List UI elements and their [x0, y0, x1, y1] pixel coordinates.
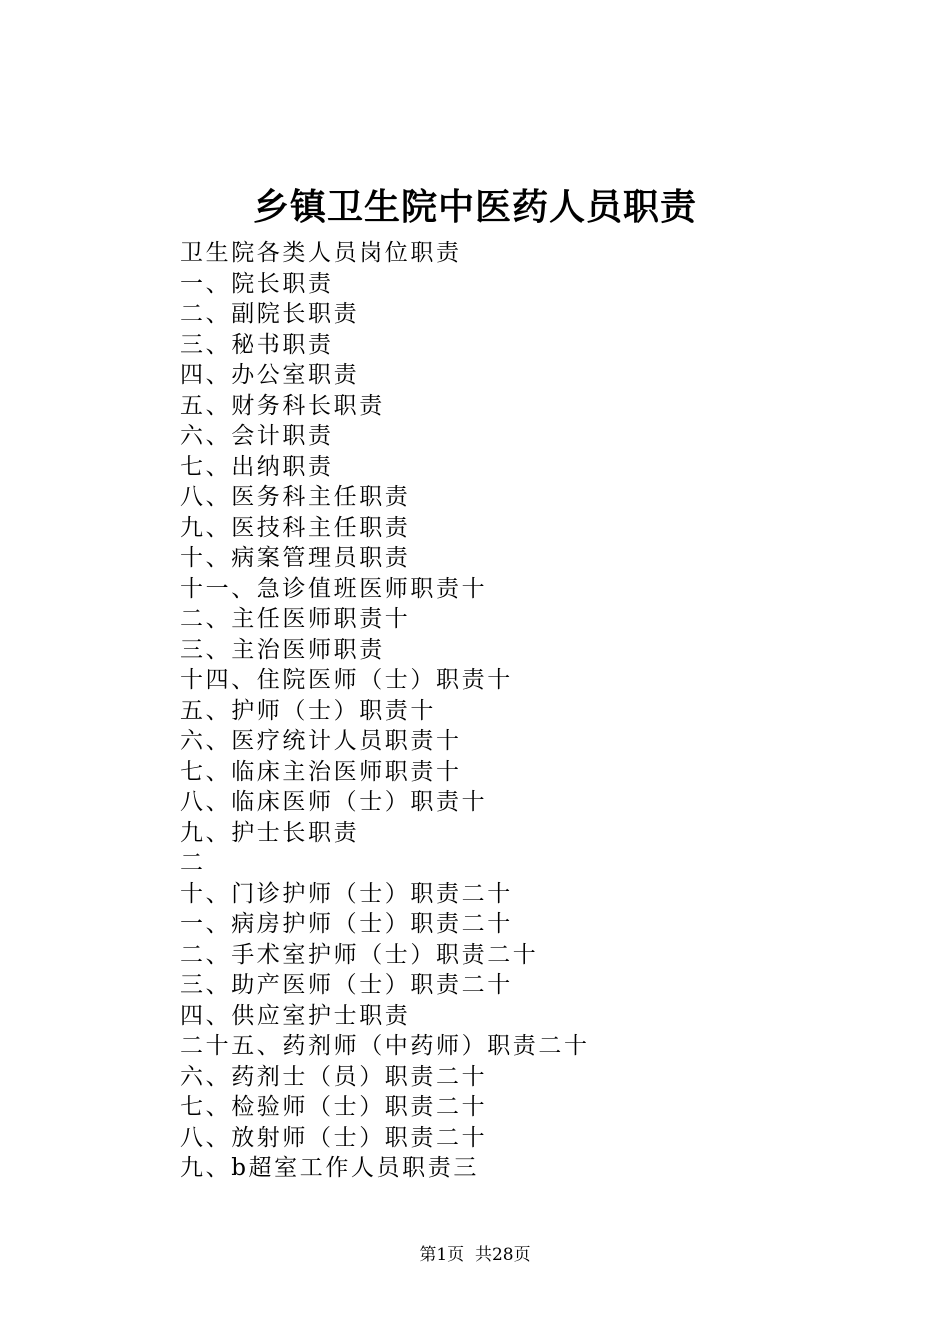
- toc-line: 七、临床主治医师职责十: [180, 758, 462, 785]
- document-title: 乡镇卫生院中医药人员职责: [252, 186, 697, 228]
- toc-line: 十一、急诊值班医师职责十: [180, 575, 488, 602]
- toc-line: 五、护师（士）职责十: [180, 697, 436, 724]
- toc-line: 七、检验师（士）职责二十: [180, 1094, 488, 1120]
- toc-line: 二: [180, 850, 206, 876]
- toc-line: 一、院长职责: [180, 270, 334, 297]
- toc-line: 四、供应室护士职责: [180, 1002, 411, 1029]
- toc-line: 三、助产医师（士）职责二十: [180, 972, 513, 998]
- toc-line: 二十五、药剂师（中药师）职责二十: [180, 1033, 590, 1059]
- toc-line: 六、会计职责: [180, 423, 334, 449]
- toc-line: 八、医务科主任职责: [180, 484, 411, 510]
- toc-line: 八、临床医师（士）职责十: [180, 789, 488, 815]
- toc-line: 十、病案管理员职责: [180, 545, 411, 571]
- toc-line: 一、病房护师（士）职责二十: [180, 911, 513, 937]
- toc-line: 十四、住院医师（士）职责十: [180, 667, 513, 693]
- toc-line: 四、办公室职责: [180, 362, 360, 388]
- toc-line: 九、护士长职责: [180, 819, 360, 846]
- toc-line: 九、医技科主任职责: [180, 514, 411, 541]
- toc-line: 八、放射师（士）职责二十: [180, 1124, 488, 1151]
- toc-line: 六、药剂士（员）职责二十: [180, 1063, 488, 1090]
- toc-line: 七、出纳职责: [180, 453, 334, 480]
- toc-line: 三、秘书职责: [180, 331, 334, 358]
- toc-line: 九、b超室工作人员职责三: [180, 1155, 479, 1181]
- toc-line: 十、门诊护师（士）职责二十: [180, 880, 513, 907]
- toc-line: 二、主任医师职责十: [180, 606, 411, 632]
- toc-line: 三、主治医师职责: [180, 636, 385, 663]
- toc-line: 五、财务科长职责: [180, 392, 385, 419]
- toc-line: 二、副院长职责: [180, 301, 360, 327]
- toc-line: 卫生院各类人员岗位职责: [180, 240, 462, 266]
- page-number-footer: 第1页 共28页: [419, 1245, 531, 1265]
- toc-line: 六、医疗统计人员职责十: [180, 728, 462, 754]
- toc-line: 二、手术室护师（士）职责二十: [180, 941, 539, 968]
- table-of-contents: [180, 238, 590, 1184]
